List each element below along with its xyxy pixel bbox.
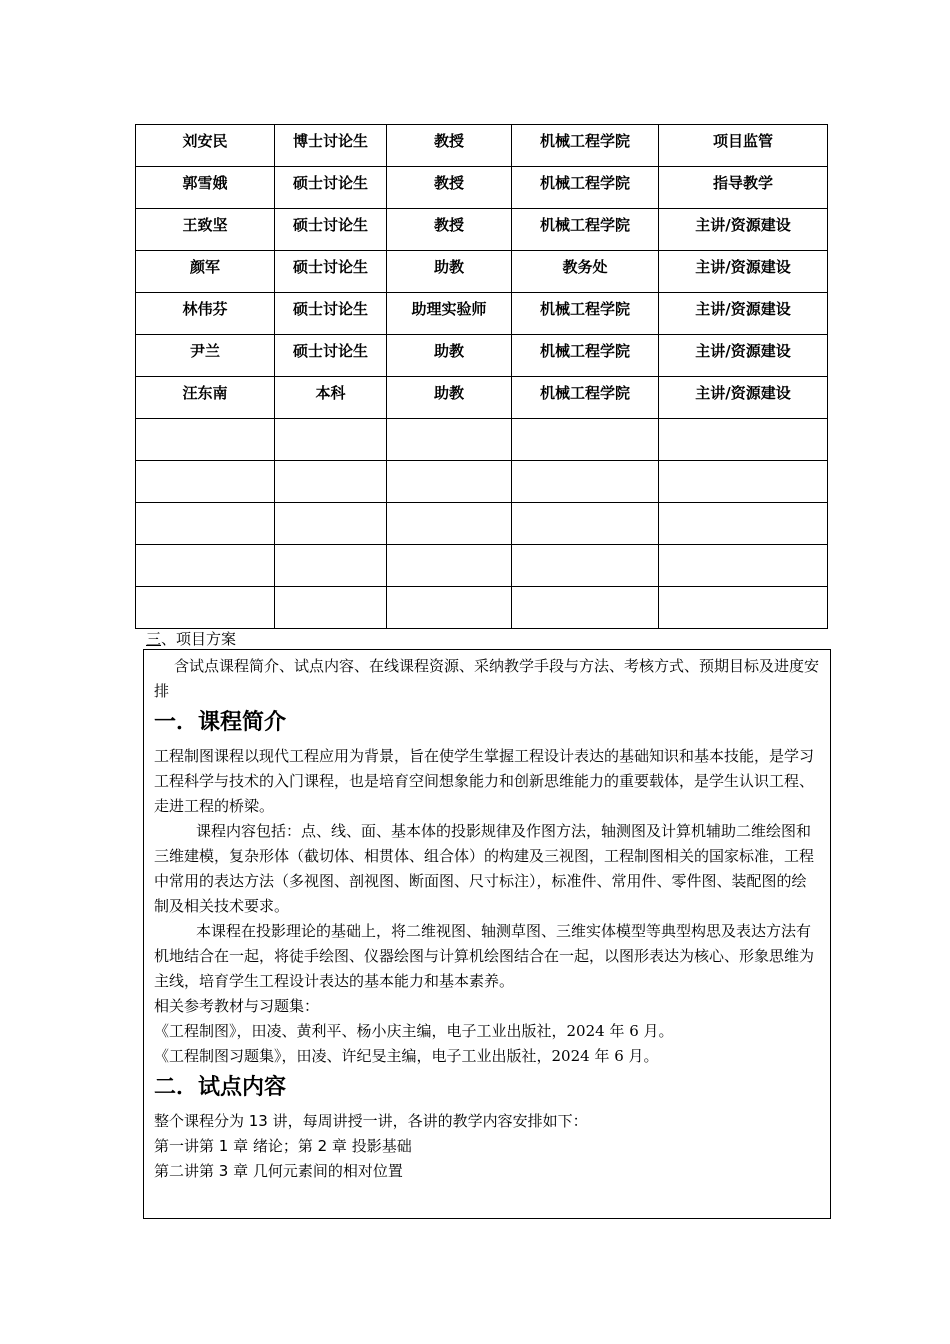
cell-text bbox=[659, 503, 827, 508]
cell-text: 本科 bbox=[315, 384, 346, 402]
table-cell bbox=[387, 503, 512, 545]
table-row bbox=[136, 461, 828, 503]
schedule-item: 第一讲第 1 章 绪论；第 2 章 投影基础 bbox=[154, 1137, 412, 1155]
cell-text: 机械工程学院 bbox=[539, 216, 630, 234]
cell-text: 机械工程学院 bbox=[539, 300, 630, 318]
cell-text: 机械工程学院 bbox=[539, 174, 630, 192]
table-cell bbox=[136, 461, 275, 503]
table-row bbox=[136, 419, 828, 461]
cell-text: 主讲/资源建设 bbox=[695, 384, 791, 402]
table-cell bbox=[659, 503, 828, 545]
table-cell bbox=[275, 377, 387, 419]
table-cell bbox=[275, 251, 387, 293]
table-cell bbox=[387, 167, 512, 209]
cell-text bbox=[136, 419, 274, 424]
cell-text bbox=[512, 587, 658, 592]
cell-text: 助理实验师 bbox=[411, 300, 487, 318]
cell-text bbox=[387, 419, 511, 424]
table-row bbox=[136, 545, 828, 587]
table-cell bbox=[275, 419, 387, 461]
course-method-paragraph: 本课程在投影理论的基础上，将二维视图、轴测草图、三维实体模型等典型构思及表达方法有机地结合在一起，将徒手绘图、仪器绘图与计算机绘图结合在一起，以图形表达为核心、形象思维为主线，培育学生工程设计表达的基本能力和基本素养。 bbox=[154, 922, 815, 990]
table-cell bbox=[512, 167, 659, 209]
table-row bbox=[136, 503, 828, 545]
cell-text bbox=[136, 587, 274, 592]
table-cell bbox=[512, 293, 659, 335]
heading-course-intro: 一．课程简介 bbox=[154, 710, 287, 735]
cell-text: 项目监管 bbox=[712, 132, 773, 150]
table-cell bbox=[659, 461, 828, 503]
table-row bbox=[136, 251, 828, 293]
schedule-item: 第二讲第 3 章 几何元素间的相对位置 bbox=[154, 1162, 403, 1180]
table-cell bbox=[275, 335, 387, 377]
cell-text bbox=[512, 461, 658, 466]
cell-text bbox=[136, 545, 274, 550]
table-cell bbox=[512, 377, 659, 419]
table-cell bbox=[659, 293, 828, 335]
table-cell bbox=[275, 461, 387, 503]
table-cell bbox=[387, 545, 512, 587]
table-cell bbox=[387, 419, 512, 461]
cell-text: 尹兰 bbox=[189, 342, 220, 360]
cell-text bbox=[136, 461, 274, 466]
cell-text bbox=[659, 461, 827, 466]
cell-text: 刘安民 bbox=[182, 132, 228, 150]
schedule-summary: 整个课程分为 13 讲，每周讲授一讲，各讲的教学内容安排如下： bbox=[154, 1112, 588, 1130]
cell-text: 助教 bbox=[433, 258, 464, 276]
cell-text: 教务处 bbox=[562, 258, 608, 276]
cell-text: 硕士讨论生 bbox=[292, 174, 368, 192]
table-row bbox=[136, 167, 828, 209]
staff-table bbox=[135, 124, 828, 629]
cell-text: 助教 bbox=[433, 384, 464, 402]
staff-table-body bbox=[136, 125, 828, 629]
cell-text bbox=[512, 545, 658, 550]
cell-text: 指导教学 bbox=[712, 174, 773, 192]
section-title: 、项目方案 bbox=[161, 630, 237, 648]
table-cell bbox=[136, 167, 275, 209]
table-cell bbox=[275, 167, 387, 209]
table-cell bbox=[136, 419, 275, 461]
cell-text bbox=[275, 503, 386, 508]
table-cell bbox=[512, 461, 659, 503]
cell-text bbox=[659, 419, 827, 424]
table-cell bbox=[659, 125, 828, 167]
cell-text: 硕士讨论生 bbox=[292, 342, 368, 360]
table-cell bbox=[275, 293, 387, 335]
table-cell bbox=[512, 209, 659, 251]
table-cell bbox=[136, 209, 275, 251]
table-cell bbox=[136, 251, 275, 293]
cell-text bbox=[275, 461, 386, 466]
table-cell bbox=[136, 125, 275, 167]
table-cell bbox=[512, 545, 659, 587]
table-cell bbox=[512, 503, 659, 545]
table-cell bbox=[659, 377, 828, 419]
table-row bbox=[136, 209, 828, 251]
table-cell bbox=[136, 293, 275, 335]
table-cell bbox=[659, 209, 828, 251]
plan-intro: 含试点课程简介、试点内容、在线课程资源、采纳教学手段与方法、考核方式、预期目标及进度安排 bbox=[154, 657, 820, 700]
table-row bbox=[136, 335, 828, 377]
cell-text: 机械工程学院 bbox=[539, 132, 630, 150]
cell-text bbox=[387, 587, 511, 592]
cell-text bbox=[387, 545, 511, 550]
cell-text bbox=[512, 503, 658, 508]
table-cell bbox=[659, 419, 828, 461]
course-content-paragraph: 课程内容包括：点、线、面、基本体的投影规律及作图方法，轴测图及计算机辅助二维绘图和三维建模，复杂形体（截切体、相贯体、组合体）的构建及三视图，工程制图相关的国家标准，工程中常用的表达方法（多视图、剖视图、断面图、尺寸标注），标准件、常用件、零件图、装配图的绘制及相关技术要求。 bbox=[154, 822, 815, 915]
cell-text bbox=[387, 461, 511, 466]
table-cell bbox=[387, 335, 512, 377]
cell-text: 助教 bbox=[433, 342, 464, 360]
cell-text: 颜军 bbox=[189, 258, 220, 276]
cell-text: 机械工程学院 bbox=[539, 384, 630, 402]
cell-text: 主讲/资源建设 bbox=[695, 258, 791, 276]
section-number: 三 bbox=[146, 630, 162, 648]
table-cell bbox=[659, 545, 828, 587]
table-cell bbox=[136, 335, 275, 377]
cell-text: 主讲/资源建设 bbox=[695, 300, 791, 318]
cell-text bbox=[659, 545, 827, 550]
table-row bbox=[136, 377, 828, 419]
cell-text: 林伟芬 bbox=[182, 300, 228, 318]
reference-item: 《工程制图习题集》，田凌、许纪旻主编，电子工业出版社，2024 年 6 月。 bbox=[154, 1047, 659, 1065]
plan-box bbox=[143, 649, 831, 1219]
table-cell bbox=[387, 125, 512, 167]
cell-text bbox=[136, 503, 274, 508]
table-row bbox=[136, 293, 828, 335]
course-intro-paragraph: 工程制图课程以现代工程应用为背景，旨在使学生掌握工程设计表达的基础知识和基本技能，是学习工程科学与技术的入门课程，也是培育空间想象能力和创新思维能力的重要载体，是学生认识工程、走进工程的桥梁。 bbox=[154, 747, 815, 815]
cell-text: 主讲/资源建设 bbox=[695, 216, 791, 234]
cell-text bbox=[387, 503, 511, 508]
cell-text bbox=[275, 587, 386, 592]
table-row bbox=[136, 125, 828, 167]
cell-text: 王致坚 bbox=[182, 216, 228, 234]
table-cell bbox=[387, 587, 512, 629]
table-cell bbox=[136, 503, 275, 545]
cell-text bbox=[275, 419, 386, 424]
table-cell bbox=[659, 251, 828, 293]
cell-text: 硕士讨论生 bbox=[292, 300, 368, 318]
cell-text: 硕士讨论生 bbox=[292, 216, 368, 234]
cell-text: 硕士讨论生 bbox=[292, 258, 368, 276]
cell-text: 教授 bbox=[433, 132, 464, 150]
reference-item: 《工程制图》，田凌、黄利平、杨小庆主编，电子工业出版社，2024 年 6 月。 bbox=[154, 1022, 674, 1040]
cell-text: 教授 bbox=[433, 216, 464, 234]
heading-pilot-content: 二．试点内容 bbox=[154, 1075, 287, 1100]
cell-text: 机械工程学院 bbox=[539, 342, 630, 360]
cell-text bbox=[512, 419, 658, 424]
table-cell bbox=[275, 125, 387, 167]
table-cell bbox=[387, 461, 512, 503]
table-cell bbox=[512, 335, 659, 377]
cell-text: 博士讨论生 bbox=[292, 132, 368, 150]
cell-text: 汪东南 bbox=[182, 384, 228, 402]
table-cell bbox=[136, 377, 275, 419]
cell-text: 主讲/资源建设 bbox=[695, 342, 791, 360]
table-cell bbox=[659, 587, 828, 629]
table-cell bbox=[136, 545, 275, 587]
table-row bbox=[136, 587, 828, 629]
table-cell bbox=[659, 335, 828, 377]
table-cell bbox=[512, 419, 659, 461]
cell-text bbox=[659, 587, 827, 592]
table-cell bbox=[275, 587, 387, 629]
section-heading bbox=[146, 628, 236, 649]
table-cell bbox=[275, 545, 387, 587]
table-cell bbox=[387, 251, 512, 293]
table-cell bbox=[387, 377, 512, 419]
table-cell bbox=[512, 587, 659, 629]
table-cell bbox=[659, 167, 828, 209]
cell-text: 郭雪娥 bbox=[182, 174, 228, 192]
cell-text bbox=[275, 545, 386, 550]
references-title: 相关参考教材与习题集： bbox=[154, 997, 320, 1015]
table-cell bbox=[387, 209, 512, 251]
table-cell bbox=[275, 209, 387, 251]
table-cell bbox=[136, 587, 275, 629]
cell-text: 教授 bbox=[433, 174, 464, 192]
table-cell bbox=[512, 125, 659, 167]
table-cell bbox=[387, 293, 512, 335]
table-cell bbox=[275, 503, 387, 545]
table-cell bbox=[512, 251, 659, 293]
